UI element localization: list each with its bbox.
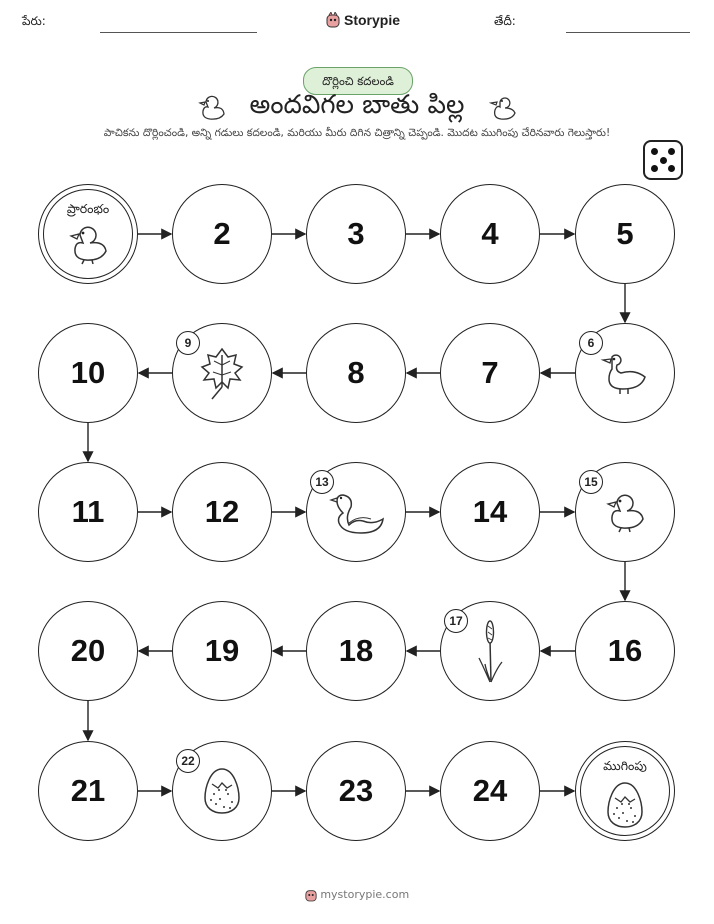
board-space-18	[306, 601, 406, 701]
duckling-icon	[66, 223, 110, 269]
board-space-24	[440, 741, 540, 841]
board-space-17	[440, 601, 540, 701]
space-number: 21	[70, 773, 106, 808]
reed-icon	[475, 618, 505, 684]
start-label: ప్రారంభం	[66, 201, 110, 216]
start-space	[38, 184, 138, 284]
space-number: 5	[616, 216, 634, 251]
page-title: అందవిగల బాతు పిల్ల	[249, 90, 465, 120]
board-space-13	[306, 462, 406, 562]
board-space-5	[575, 184, 675, 284]
board-space-23	[306, 741, 406, 841]
space-number-badge: 13	[310, 470, 334, 494]
space-number: 11	[71, 494, 105, 529]
footer	[0, 888, 714, 902]
space-number-badge: 22	[176, 749, 200, 773]
duck-icon	[600, 351, 650, 395]
space-number-badge: 9	[176, 331, 200, 355]
space-number: 16	[607, 633, 643, 668]
finish-label: ముగింపు	[603, 758, 647, 773]
game-badge: దొర్లించి కదలండి	[303, 67, 413, 95]
name-label: పేరు:	[22, 14, 46, 28]
brand-name: Storypie	[344, 12, 401, 28]
date-label: తేదీ:	[494, 14, 516, 28]
board-space-20	[38, 601, 138, 701]
board-space-10	[38, 323, 138, 423]
board-space-9	[172, 323, 272, 423]
board-space-19	[172, 601, 272, 701]
board-space-6	[575, 323, 675, 423]
space-number: 4	[481, 216, 499, 251]
space-number: 24	[472, 773, 508, 808]
space-number-badge: 6	[579, 331, 603, 355]
space-number: 23	[338, 773, 374, 808]
egg-icon	[605, 780, 645, 834]
instructions: పాచికను దొర్లించండి, అన్ని గడులు కదలండి, మరియు మీరు దిగిన చిత్రాన్ని చెప్పండి. మొదట ముగింపు చేరినవారు గెలుస్తారు!	[103, 127, 611, 139]
space-number-badge: 15	[579, 470, 603, 494]
space-number: 12	[204, 494, 240, 529]
board-space-3	[306, 184, 406, 284]
space-number: 18	[338, 633, 374, 668]
space-number: 10	[70, 355, 106, 390]
space-number: 19	[204, 633, 240, 668]
space-number: 14	[472, 494, 508, 529]
board-space-12	[172, 462, 272, 562]
board-space-7	[440, 323, 540, 423]
footer-url: mystorypie.com	[320, 888, 410, 901]
finish-space	[575, 741, 675, 841]
space-number: 7	[481, 355, 499, 390]
board-space-11	[38, 462, 138, 562]
space-number: 8	[347, 355, 365, 390]
board-space-2	[172, 184, 272, 284]
board-space-16	[575, 601, 675, 701]
board-space-4	[440, 184, 540, 284]
leaf-icon	[198, 345, 246, 401]
swan-icon	[325, 487, 387, 537]
storypie-mascot-icon	[305, 888, 317, 902]
duckling-icon	[603, 491, 647, 533]
board-space-21	[38, 741, 138, 841]
space-number-badge: 17	[444, 609, 468, 633]
board-space-15	[575, 462, 675, 562]
egg-icon	[202, 766, 242, 816]
space-number: 2	[213, 216, 231, 251]
board-space-22	[172, 741, 272, 841]
space-number: 3	[347, 216, 365, 251]
space-number: 20	[70, 633, 106, 668]
board-space-8	[306, 323, 406, 423]
board-space-14	[440, 462, 540, 562]
